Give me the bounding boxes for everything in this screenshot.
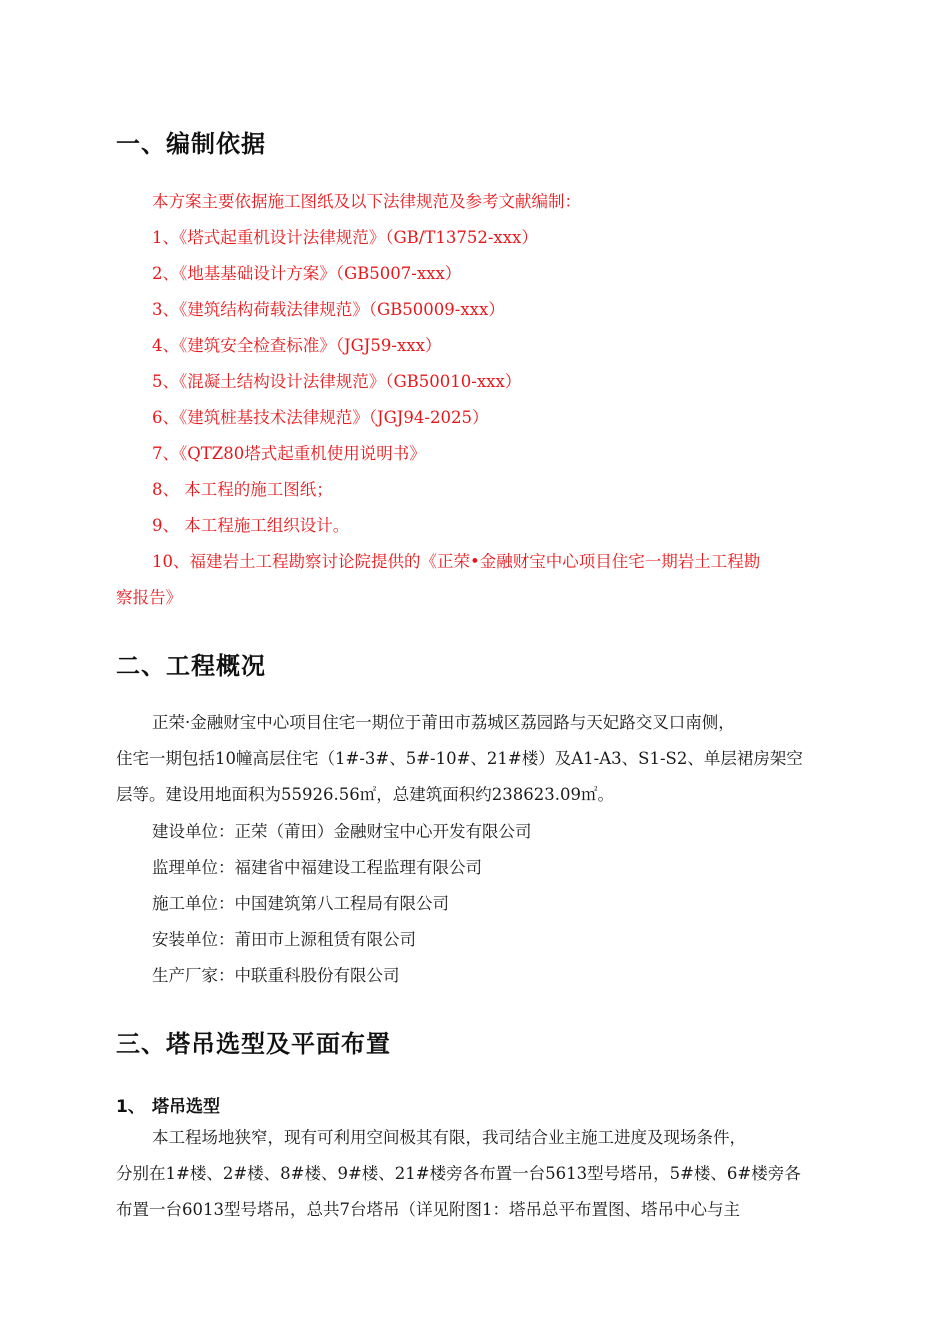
reference-item: 4、《建筑安全检查标准》（JGJ59-xxx） [152,336,442,355]
section-heading-basis: 一、编制依据 [116,130,266,158]
unit-supervision: 监理单位：福建省中福建设工程监理有限公司 [152,858,482,877]
subsection-number: 1、 [116,1097,145,1117]
reference-item: 10、福建岩土工程勘察讨论院提供的《正荣•金融财宝中心项目住宅一期岩土工程勘 [152,552,761,571]
reference-item: 7、《QTZ80塔式起重机使用说明书》 [152,444,426,463]
unit-contractor: 施工单位：中国建筑第八工程局有限公司 [152,894,449,913]
subsection-title: 塔吊选型 [152,1097,220,1117]
crane-paragraph-line: 布置一台6013型号塔吊，总共7台塔吊（详见附图1：塔吊总平布置图、塔吊中心与主 [116,1200,740,1219]
section-heading-crane-selection: 三、塔吊选型及平面布置 [116,1030,391,1058]
unit-installation: 安装单位：莆田市上源租赁有限公司 [152,930,416,949]
unit-manufacturer: 生产厂家：中联重科股份有限公司 [152,966,400,985]
section-heading-overview: 二、工程概况 [116,652,266,680]
subsection-heading [116,1092,220,1117]
crane-paragraph-line: 本工程场地狭窄，现有可利用空间极其有限，我司结合业主施工进度及现场条件， [152,1128,746,1147]
reference-item-continued: 察报告》 [116,588,182,607]
reference-item: 5、《混凝土结构设计法律规范》（GB50010-xxx） [152,372,522,391]
crane-paragraph-line: 分别在1#楼、2#楼、8#楼、9#楼、21#楼旁各布置一台5613型号塔吊，5#楼、6#楼旁各 [116,1164,801,1183]
overview-paragraph-line: 层等。建设用地面积为55926.56㎡，总建筑面积约238623.09㎡。 [116,785,614,804]
basis-intro: 本方案主要依据施工图纸及以下法律规范及参考文献编制： [152,192,581,211]
reference-item: 3、《建筑结构荷载法律规范》（GB50009-xxx） [152,300,505,319]
reference-item: 8、 本工程的施工图纸； [152,480,333,499]
unit-construction: 建设单位：正荣（莆田）金融财宝中心开发有限公司 [152,822,532,841]
overview-paragraph-line: 正荣·金融财宝中心项目住宅一期位于莆田市荔城区荔园路与天妃路交叉口南侧， [152,713,735,732]
reference-item: 1、《塔式起重机设计法律规范》（GB/T13752-xxx） [152,228,538,247]
reference-item: 9、 本工程施工组织设计。 [152,516,350,535]
overview-paragraph-line: 住宅一期包括10幢高层住宅（1#-3#、5#-10#、21#楼）及A1-A3、S1-S2、单层裙房架空 [116,749,803,768]
reference-item: 2、《地基基础设计方案》（GB5007-xxx） [152,264,462,283]
reference-item: 6、《建筑桩基技术法律规范》（JGJ94-2025） [152,408,489,427]
